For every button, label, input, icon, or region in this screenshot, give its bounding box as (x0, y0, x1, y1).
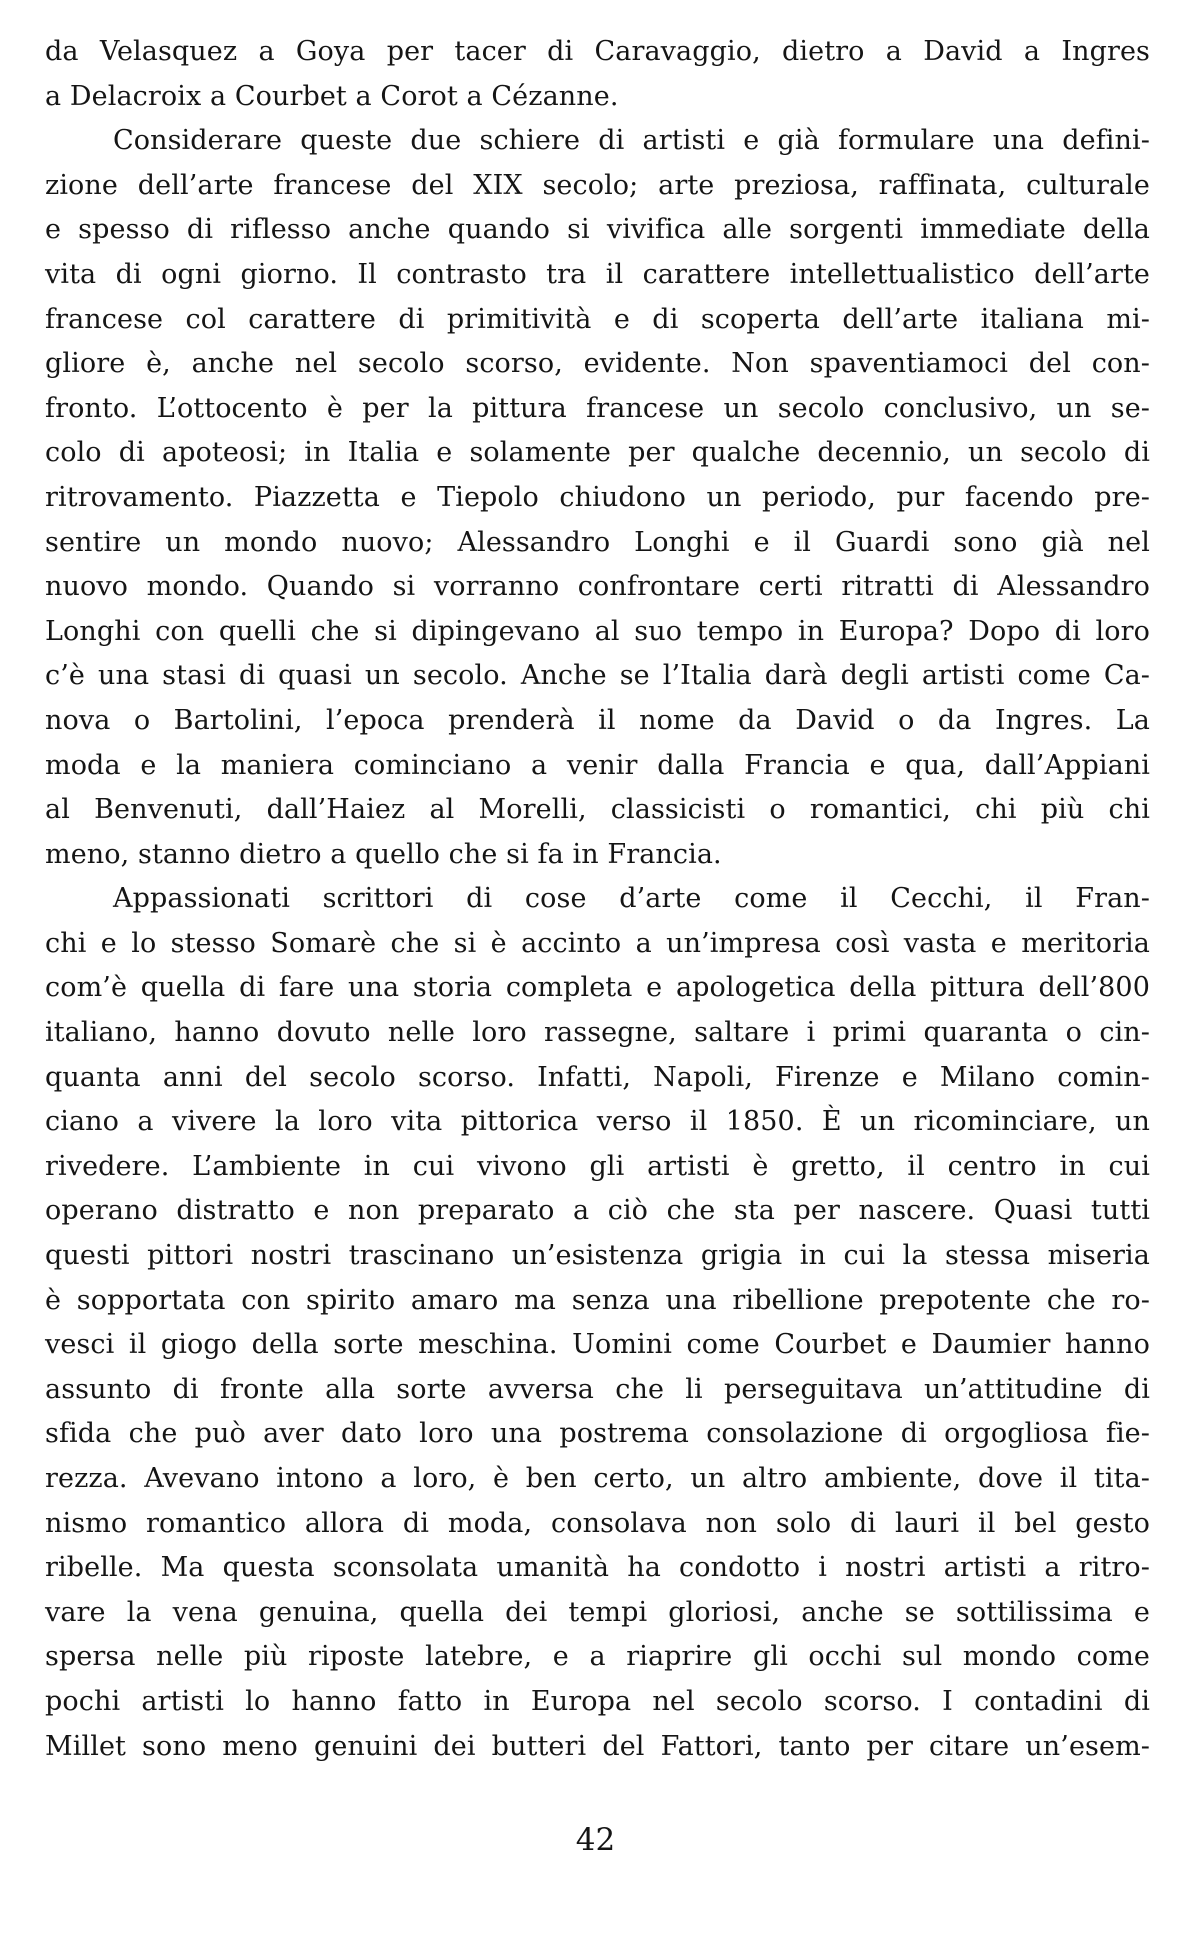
text-line: e spesso di riflesso anche quando si vivifica alle sorgenti immediate della (45, 214, 1150, 246)
text-line: vare la vena genuina, quella dei tempi gloriosi, anche se sottilissima e (45, 1596, 1150, 1628)
text-line: gliore è, anche nel secolo scorso, evidente. Non spaventiamoci del con- (45, 348, 1150, 380)
text-line: francese col carattere di primitività e di scoperta dell’arte italiana mi- (45, 303, 1150, 335)
text-line: pochi artisti lo hanno fatto in Europa nel secolo scorso. I contadini di (45, 1685, 1150, 1717)
text-line: moda e la maniera cominciano a venir dalla Francia e qua, dall’Appiani (45, 749, 1150, 781)
text-line: assunto di fronte alla sorte avversa che li perseguitava un’attitudine di (45, 1373, 1150, 1405)
text-line: colo di apoteosi; in Italia e solamente per qualche decennio, un secolo di (45, 437, 1150, 469)
text-line: sentire un mondo nuovo; Alessandro Longhi e il Guardi sono già nel (45, 526, 1150, 558)
text-line: vita di ogni giorno. Il contrasto tra il carattere intellettualistico dell’arte (45, 258, 1150, 290)
text-line: è sopportata con spirito amaro ma senza una ribellione prepotente che ro- (45, 1284, 1150, 1316)
text-line: chi e lo stesso Somarè che si è accinto a un’impresa così vasta e meritoria (45, 927, 1150, 959)
text-line: zione dell’arte francese del XIX secolo; arte preziosa, raffinata, culturale (45, 169, 1150, 201)
text-line: Appassionati scrittori di cose d’arte come il Cecchi, il Fran- (113, 883, 1150, 915)
text-line: nuovo mondo. Quando si vorranno confrontare certi ritratti di Alessandro (45, 571, 1150, 603)
text-line: a Delacroix a Courbet a Corot a Cézanne. (45, 80, 619, 112)
text-line: fronto. L’ottocento è per la pittura francese un secolo conclusivo, un se- (45, 392, 1150, 424)
text-line: nova o Bartolini, l’epoca prenderà il nome da David o da Ingres. La (45, 704, 1150, 736)
text-line: c’è una stasi di quasi un secolo. Anche se l’Italia darà degli artisti come Ca- (45, 660, 1150, 692)
page-number: 42 (575, 1822, 616, 1858)
text-line: spersa nelle più riposte latebre, e a riaprire gli occhi sul mondo come (45, 1641, 1150, 1673)
text-line: com’è quella di fare una storia completa e apologetica della pittura dell’800 (45, 972, 1150, 1004)
text-line: Considerare queste due schiere di artisti e già formulare una defini- (113, 125, 1150, 157)
text-line: meno, stanno dietro a quello che si fa in Francia. (45, 838, 722, 870)
text-line: ritrovamento. Piazzetta e Tiepolo chiudono un periodo, pur facendo pre- (45, 481, 1150, 513)
text-line: al Benvenuti, dall’Haiez al Morelli, classicisti o romantici, chi più chi (45, 794, 1150, 826)
text-line: operano distratto e non preparato a ciò che sta per nascere. Quasi tutti (45, 1195, 1150, 1227)
text-line: Millet sono meno genuini dei butteri del Fattori, tanto per citare un’esem- (45, 1730, 1150, 1762)
text-line: rezza. Avevano intono a loro, è ben certo, un altro ambiente, dove il tita- (45, 1463, 1150, 1494)
text-line: sfida che può aver dato loro una postrema consolazione di orgogliosa fie- (45, 1418, 1150, 1450)
text-line: nismo romantico allora di moda, consolava non solo di lauri il bel gesto (45, 1507, 1150, 1539)
text-line: Longhi con quelli che si dipingevano al suo tempo in Europa? Dopo di loro (45, 615, 1150, 647)
text-line: quanta anni del secolo scorso. Infatti, Napoli, Firenze e Milano comin- (45, 1061, 1150, 1093)
text-line: da Velasquez a Goya per tacer di Caravaggio, dietro a David a Ingres (45, 36, 1150, 67)
text-line: ribelle. Ma questa sconsolata umanità ha condotto i nostri artisti a ritro- (45, 1552, 1150, 1584)
text-line: questi pittori nostri trascinano un’esistenza grigia in cui la stessa miseria (45, 1240, 1150, 1272)
page-body-text (45, 30, 1150, 1769)
text-line: rivedere. L’ambiente in cui vivono gli artisti è gretto, il centro in cui (45, 1150, 1150, 1182)
text-line: ciano a vivere la loro vita pittorica verso il 1850. È un ricominciare, un (45, 1106, 1150, 1138)
text-line: vesci il giogo della sorte meschina. Uomini come Courbet e Daumier hanno (45, 1329, 1150, 1361)
text-line: italiano, hanno dovuto nelle loro rassegne, saltare i primi quaranta o cin- (45, 1017, 1150, 1049)
